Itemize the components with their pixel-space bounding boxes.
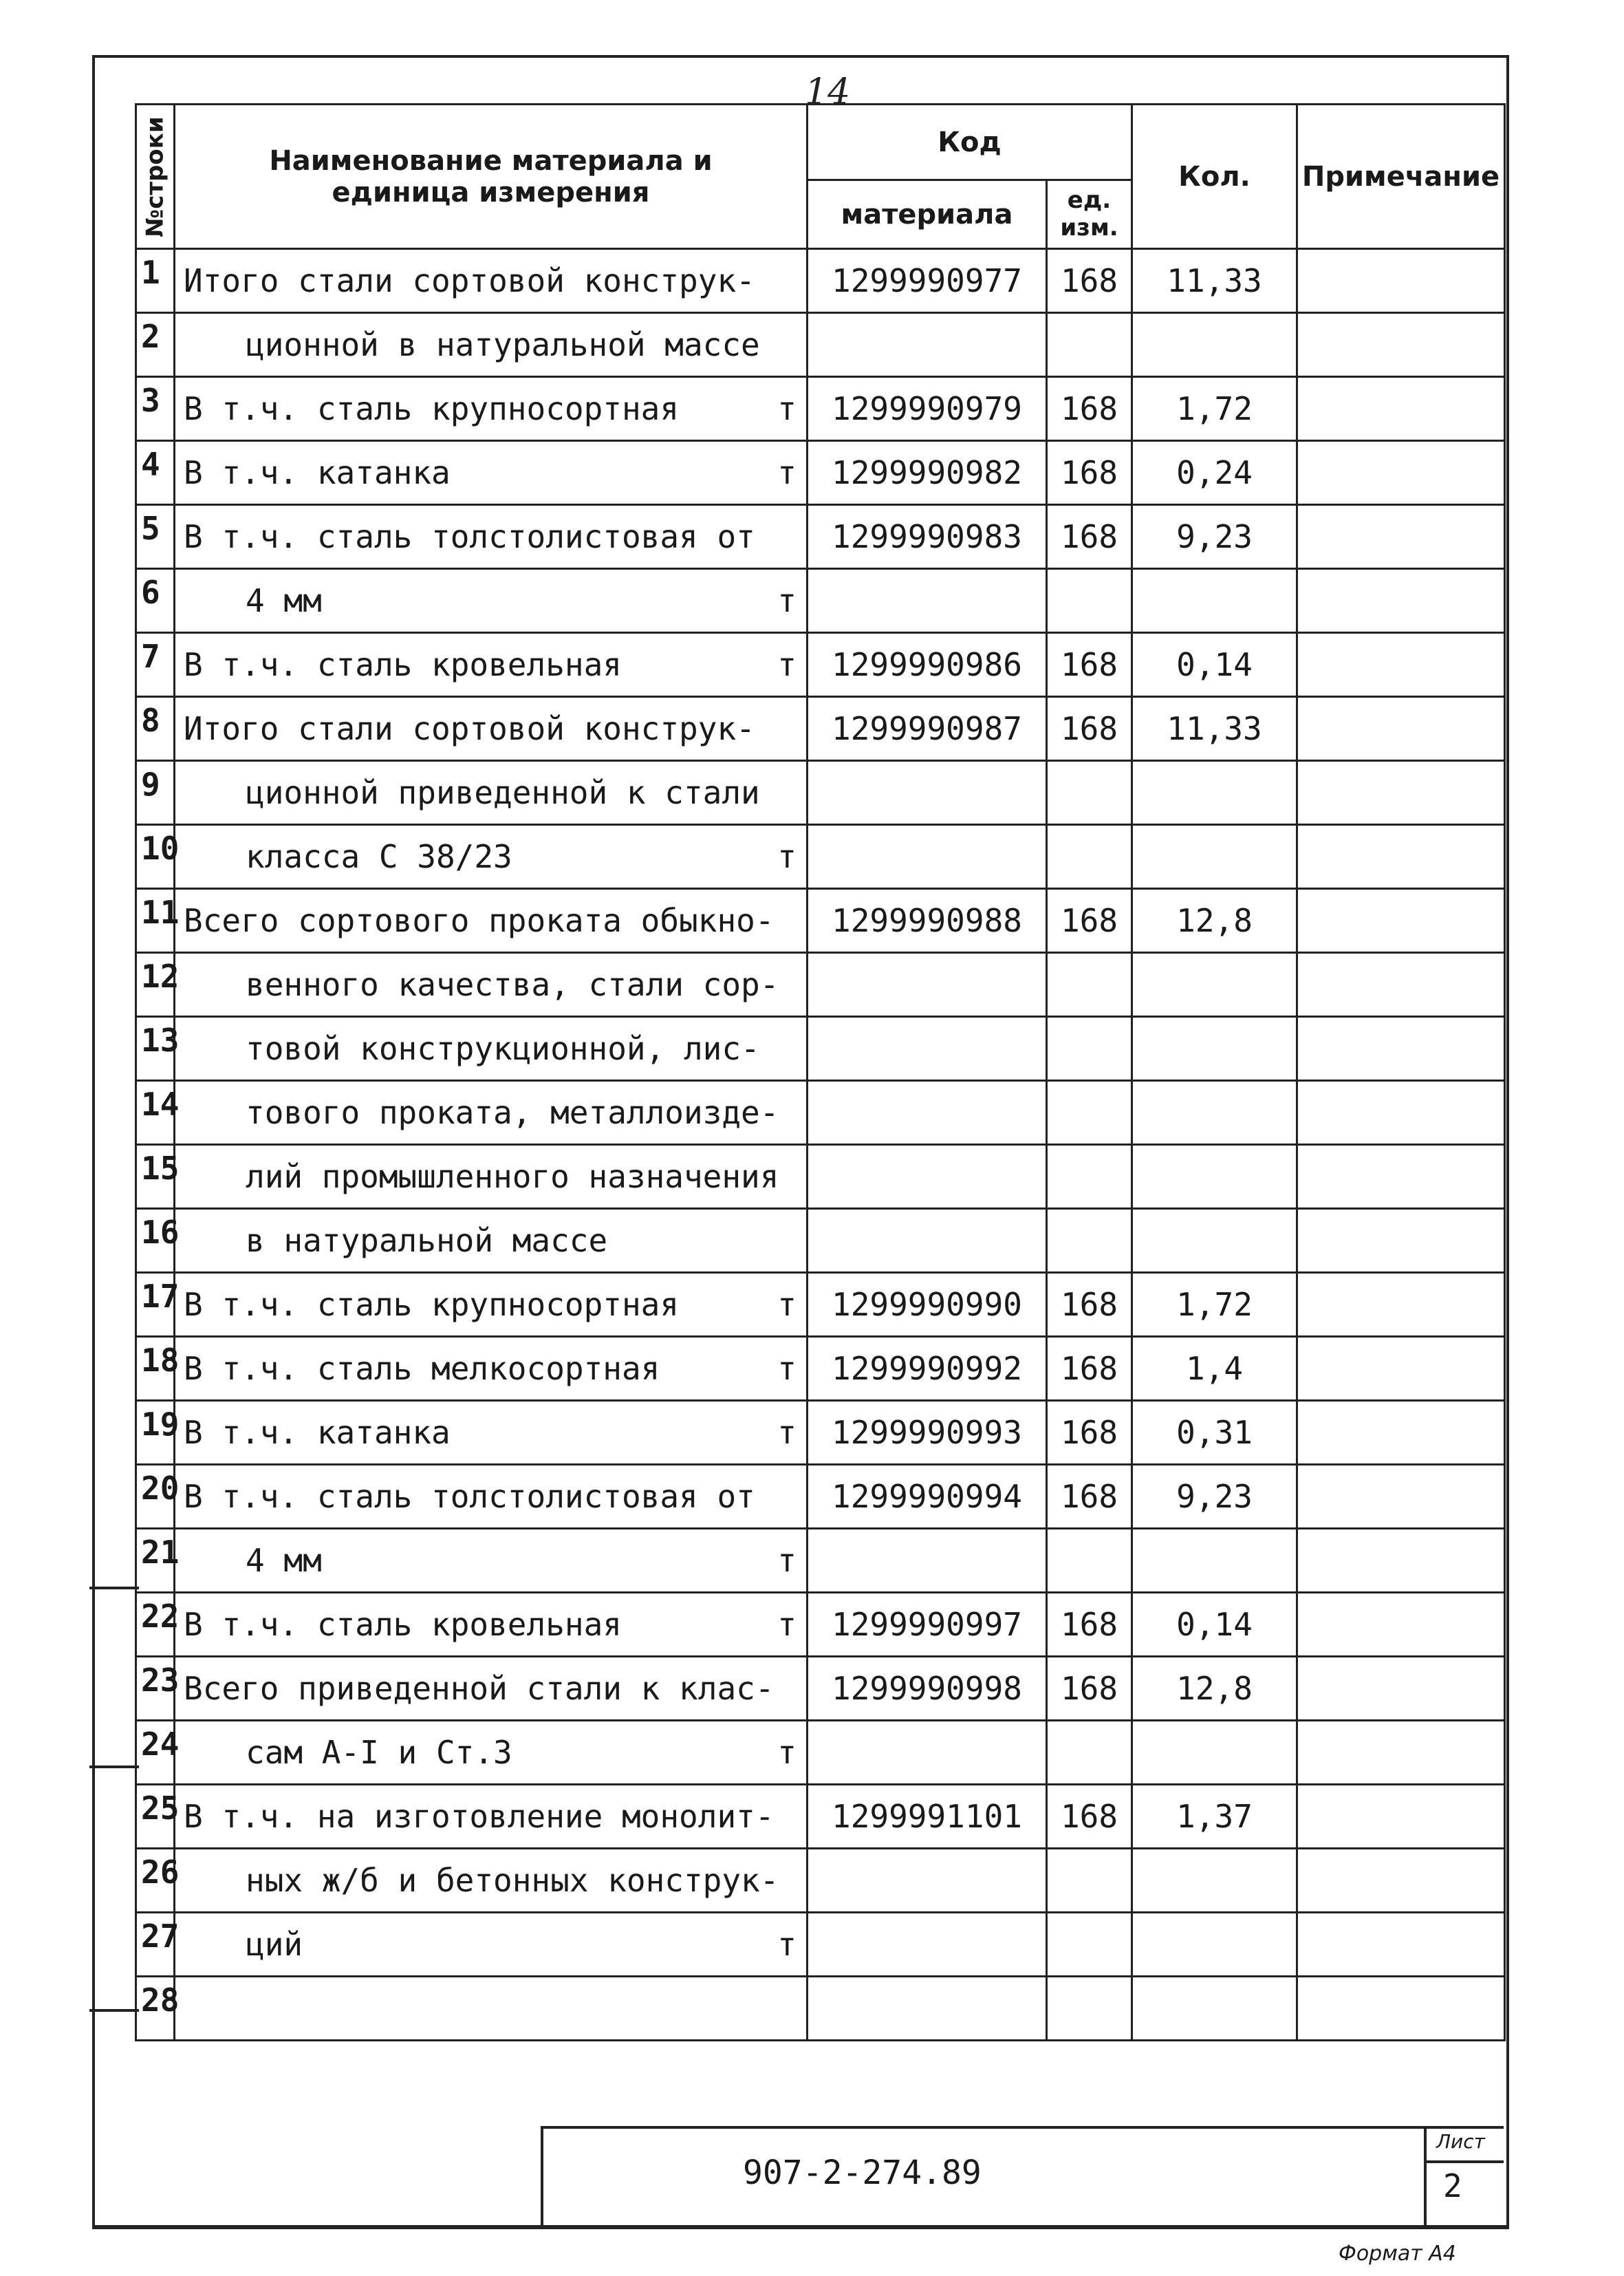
material-name-cell xyxy=(175,633,808,697)
table-row xyxy=(136,1785,1505,1849)
table-row xyxy=(136,441,1505,505)
note xyxy=(1297,1401,1505,1465)
material-code xyxy=(808,1913,1047,1977)
material-code xyxy=(808,1849,1047,1913)
material-code xyxy=(808,1721,1047,1785)
row-number: 24 xyxy=(136,1721,175,1785)
note xyxy=(1297,1017,1505,1081)
material-code: 1299990992 xyxy=(808,1337,1047,1401)
sheet-label: Лист xyxy=(1436,2130,1485,2153)
row-number: 18 xyxy=(136,1337,175,1401)
unit-code: 168 xyxy=(1047,1657,1132,1721)
table-row xyxy=(136,1721,1505,1785)
material-code: 1299990993 xyxy=(808,1401,1047,1465)
unit-letter: т xyxy=(777,1926,797,1963)
note xyxy=(1297,505,1505,569)
material-name: В т.ч. сталь мелкосортная xyxy=(184,1350,660,1387)
table-row xyxy=(136,633,1505,697)
row-number: 16 xyxy=(136,1209,175,1273)
quantity xyxy=(1132,1721,1297,1785)
row-number: 7 xyxy=(136,633,175,697)
material-name: сам А-I и Ст.3 xyxy=(246,1734,512,1771)
quantity: 0,14 xyxy=(1132,1593,1297,1657)
material-name: В т.ч. катанка xyxy=(184,1414,451,1451)
quantity xyxy=(1132,1209,1297,1273)
table-row xyxy=(136,1657,1505,1721)
material-code: 1299990998 xyxy=(808,1657,1047,1721)
table-row xyxy=(136,249,1505,313)
material-name: класса С 38/23 xyxy=(246,838,512,875)
note xyxy=(1297,761,1505,825)
note xyxy=(1297,1337,1505,1401)
quantity xyxy=(1132,1081,1297,1145)
unit-code: 168 xyxy=(1047,633,1132,697)
quantity xyxy=(1132,1017,1297,1081)
header-unit-code: ед. изм. xyxy=(1047,180,1132,249)
header-note: Примечание xyxy=(1297,105,1505,249)
note xyxy=(1297,825,1505,889)
note xyxy=(1297,1209,1505,1273)
table-row xyxy=(136,377,1505,441)
unit-code xyxy=(1047,1081,1132,1145)
note xyxy=(1297,1145,1505,1209)
unit-letter: т xyxy=(777,1606,797,1643)
unit-letter: т xyxy=(777,1734,797,1771)
unit-letter: т xyxy=(777,1350,797,1387)
unit-code: 168 xyxy=(1047,1401,1132,1465)
table-body xyxy=(136,249,1505,2041)
material-name-cell xyxy=(175,377,808,441)
table-row xyxy=(136,1145,1505,1209)
row-number: 8 xyxy=(136,697,175,761)
table-row xyxy=(136,569,1505,633)
unit-code: 168 xyxy=(1047,1337,1132,1401)
quantity xyxy=(1132,1849,1297,1913)
material-name: в натуральной массе xyxy=(246,1222,608,1259)
material-name: ций xyxy=(246,1926,303,1963)
material-code xyxy=(808,953,1047,1017)
row-number: 12 xyxy=(136,953,175,1017)
material-code: 1299990987 xyxy=(808,697,1047,761)
format-note: Формат А4 xyxy=(1339,2242,1456,2266)
row-number: 22 xyxy=(136,1593,175,1657)
note xyxy=(1297,1593,1505,1657)
material-name: В т.ч. сталь крупносортная xyxy=(184,390,680,427)
unit-code xyxy=(1047,825,1132,889)
header-material-code: материала xyxy=(808,180,1047,249)
quantity: 11,33 xyxy=(1132,249,1297,313)
note xyxy=(1297,1977,1505,2041)
note xyxy=(1297,1465,1505,1529)
quantity: 12,8 xyxy=(1132,1657,1297,1721)
note xyxy=(1297,633,1505,697)
material-code: 1299990986 xyxy=(808,633,1047,697)
material-name-cell xyxy=(175,1785,808,1849)
note xyxy=(1297,377,1505,441)
note xyxy=(1297,249,1505,313)
material-name-cell xyxy=(175,1465,808,1529)
quantity: 0,31 xyxy=(1132,1401,1297,1465)
material-name-cell xyxy=(175,953,808,1017)
material-name: Всего приведенной стали к клас- xyxy=(184,1670,775,1707)
materials-table xyxy=(135,103,1506,2041)
material-name-cell xyxy=(175,1849,808,1913)
material-name: тового проката, металлоизде- xyxy=(246,1094,779,1131)
unit-code xyxy=(1047,1209,1132,1273)
unit-letter: т xyxy=(777,582,797,619)
material-name: В т.ч. сталь крупносортная xyxy=(184,1286,680,1323)
table-row xyxy=(136,1401,1505,1465)
row-number: 11 xyxy=(136,889,175,953)
material-code: 1299990982 xyxy=(808,441,1047,505)
unit-code: 168 xyxy=(1047,505,1132,569)
material-name-cell xyxy=(175,1977,808,2041)
table-row xyxy=(136,1081,1505,1145)
unit-letter: т xyxy=(777,454,797,491)
material-name-cell xyxy=(175,1401,808,1465)
material-name: В т.ч. сталь толстолистовая от xyxy=(184,1478,755,1515)
table-row xyxy=(136,1593,1505,1657)
note xyxy=(1297,1721,1505,1785)
row-number: 23 xyxy=(136,1657,175,1721)
material-name-cell xyxy=(175,1593,808,1657)
unit-code xyxy=(1047,1529,1132,1593)
material-name-cell xyxy=(175,1913,808,1977)
quantity xyxy=(1132,569,1297,633)
table-row xyxy=(136,313,1505,377)
title-block xyxy=(541,2126,1504,2229)
material-name: 4 мм xyxy=(246,1542,322,1579)
note xyxy=(1297,1913,1505,1977)
row-number: 14 xyxy=(136,1081,175,1145)
row-number: 15 xyxy=(136,1145,175,1209)
row-number: 4 xyxy=(136,441,175,505)
material-name-cell xyxy=(175,505,808,569)
note xyxy=(1297,1657,1505,1721)
note xyxy=(1297,569,1505,633)
material-name-cell xyxy=(175,1337,808,1401)
table-row xyxy=(136,1017,1505,1081)
note xyxy=(1297,1849,1505,1913)
material-code xyxy=(808,1977,1047,2041)
unit-letter: т xyxy=(777,838,797,875)
table-row xyxy=(136,697,1505,761)
table-row xyxy=(136,1977,1505,2041)
material-name: ционной приведенной к стали xyxy=(246,774,760,811)
note xyxy=(1297,441,1505,505)
header-material-name: Наименование материала и единица измерения xyxy=(175,105,808,249)
row-number: 6 xyxy=(136,569,175,633)
material-name: венного качества, стали сор- xyxy=(246,966,779,1003)
unit-code xyxy=(1047,953,1132,1017)
row-number: 27 xyxy=(136,1913,175,1977)
material-name-cell xyxy=(175,1017,808,1081)
material-name-cell xyxy=(175,1529,808,1593)
material-name: В т.ч. сталь кровельная xyxy=(184,646,622,683)
note xyxy=(1297,313,1505,377)
unit-letter: т xyxy=(777,1542,797,1579)
quantity xyxy=(1132,1529,1297,1593)
table-row xyxy=(136,761,1505,825)
unit-code: 168 xyxy=(1047,377,1132,441)
material-name-cell xyxy=(175,1081,808,1145)
material-code xyxy=(808,1529,1047,1593)
unit-letter: т xyxy=(777,646,797,683)
sheet-number: 2 xyxy=(1443,2167,1462,2204)
table-row xyxy=(136,1849,1505,1913)
row-number: 9 xyxy=(136,761,175,825)
material-name: 4 мм xyxy=(246,582,322,619)
note xyxy=(1297,697,1505,761)
unit-letter: т xyxy=(777,1286,797,1323)
quantity xyxy=(1132,953,1297,1017)
row-number: 13 xyxy=(136,1017,175,1081)
material-name-cell xyxy=(175,569,808,633)
material-code: 1299991101 xyxy=(808,1785,1047,1849)
title-block-hline xyxy=(1424,2160,1504,2163)
material-code xyxy=(808,1145,1047,1209)
quantity: 1,72 xyxy=(1132,1273,1297,1337)
table-row xyxy=(136,1337,1505,1401)
unit-code xyxy=(1047,1145,1132,1209)
material-name: В т.ч. сталь кровельная xyxy=(184,1606,622,1643)
row-number: 28 xyxy=(136,1977,175,2041)
material-name: Итого стали сортовой конструк- xyxy=(184,262,755,299)
header-quantity: Кол. xyxy=(1132,105,1297,249)
table-row xyxy=(136,505,1505,569)
title-block-divider xyxy=(1424,2126,1427,2229)
material-name-cell xyxy=(175,1209,808,1273)
material-name: Всего сортового проката обыкно- xyxy=(184,902,775,939)
row-number: 17 xyxy=(136,1273,175,1337)
unit-code: 168 xyxy=(1047,1785,1132,1849)
material-name-cell xyxy=(175,1721,808,1785)
table-row xyxy=(136,1465,1505,1529)
unit-code xyxy=(1047,569,1132,633)
note xyxy=(1297,953,1505,1017)
note xyxy=(1297,1081,1505,1145)
material-code: 1299990990 xyxy=(808,1273,1047,1337)
unit-letter: т xyxy=(777,1414,797,1451)
quantity: 9,23 xyxy=(1132,505,1297,569)
quantity xyxy=(1132,825,1297,889)
material-name-cell xyxy=(175,1657,808,1721)
document-code: 907-2-274.89 xyxy=(743,2154,982,2192)
material-code: 1299990979 xyxy=(808,377,1047,441)
quantity: 1,37 xyxy=(1132,1785,1297,1849)
material-name-cell xyxy=(175,889,808,953)
material-code: 1299990988 xyxy=(808,889,1047,953)
quantity: 11,33 xyxy=(1132,697,1297,761)
material-name-cell xyxy=(175,441,808,505)
table-row xyxy=(136,953,1505,1017)
unit-code xyxy=(1047,1721,1132,1785)
row-number: 25 xyxy=(136,1785,175,1849)
row-number: 26 xyxy=(136,1849,175,1913)
material-code xyxy=(808,1209,1047,1273)
note xyxy=(1297,1785,1505,1849)
material-name: В т.ч. сталь толстолистовая от xyxy=(184,518,755,555)
row-number: 3 xyxy=(136,377,175,441)
unit-code xyxy=(1047,761,1132,825)
material-name: товой конструкционной, лис- xyxy=(246,1030,760,1067)
material-name: ных ж/б и бетонных конструк- xyxy=(246,1862,779,1899)
material-name-cell xyxy=(175,249,808,313)
row-number: 10 xyxy=(136,825,175,889)
material-code xyxy=(808,1017,1047,1081)
unit-code xyxy=(1047,1977,1132,2041)
quantity: 12,8 xyxy=(1132,889,1297,953)
material-code xyxy=(808,761,1047,825)
unit-code: 168 xyxy=(1047,249,1132,313)
quantity xyxy=(1132,1977,1297,2041)
table-row xyxy=(136,1209,1505,1273)
header-code-group: Код xyxy=(808,105,1132,180)
row-number: 1 xyxy=(136,249,175,313)
table-row xyxy=(136,1273,1505,1337)
row-number: 2 xyxy=(136,313,175,377)
table-row xyxy=(136,1913,1505,1977)
header-row-number: №строки xyxy=(136,105,175,249)
material-name-cell xyxy=(175,1273,808,1337)
material-name-cell xyxy=(175,1145,808,1209)
quantity: 0,14 xyxy=(1132,633,1297,697)
table-row xyxy=(136,825,1505,889)
unit-code: 168 xyxy=(1047,1465,1132,1529)
material-code: 1299990997 xyxy=(808,1593,1047,1657)
unit-code: 168 xyxy=(1047,697,1132,761)
material-name-cell xyxy=(175,313,808,377)
material-name-cell xyxy=(175,697,808,761)
material-name: лий промышленного назначения xyxy=(246,1158,779,1195)
material-name-cell xyxy=(175,761,808,825)
unit-code: 168 xyxy=(1047,889,1132,953)
quantity xyxy=(1132,1913,1297,1977)
page-number: 14 xyxy=(805,72,851,113)
note xyxy=(1297,1529,1505,1593)
unit-code: 168 xyxy=(1047,441,1132,505)
margin-tick xyxy=(89,1587,139,1589)
row-number: 20 xyxy=(136,1465,175,1529)
material-name: В т.ч. на изготовление монолит- xyxy=(184,1798,775,1835)
material-code xyxy=(808,313,1047,377)
material-name-cell xyxy=(175,825,808,889)
unit-code: 168 xyxy=(1047,1593,1132,1657)
unit-code: 168 xyxy=(1047,1273,1132,1337)
table-row xyxy=(136,1529,1505,1593)
margin-tick xyxy=(89,2009,139,2012)
quantity: 9,23 xyxy=(1132,1465,1297,1529)
unit-letter: т xyxy=(777,390,797,427)
unit-code xyxy=(1047,1849,1132,1913)
material-code xyxy=(808,1081,1047,1145)
material-code xyxy=(808,825,1047,889)
unit-code xyxy=(1047,1017,1132,1081)
note xyxy=(1297,1273,1505,1337)
quantity: 1,4 xyxy=(1132,1337,1297,1401)
material-code: 1299990994 xyxy=(808,1465,1047,1529)
table-row xyxy=(136,889,1505,953)
row-number: 19 xyxy=(136,1401,175,1465)
quantity xyxy=(1132,1145,1297,1209)
quantity xyxy=(1132,313,1297,377)
material-name: ционной в натуральной массе xyxy=(246,326,760,363)
material-name: В т.ч. катанка xyxy=(184,454,451,491)
unit-code xyxy=(1047,313,1132,377)
material-code: 1299990977 xyxy=(808,249,1047,313)
note xyxy=(1297,889,1505,953)
quantity: 1,72 xyxy=(1132,377,1297,441)
quantity xyxy=(1132,761,1297,825)
row-number: 5 xyxy=(136,505,175,569)
material-name: Итого стали сортовой конструк- xyxy=(184,710,755,747)
material-code: 1299990983 xyxy=(808,505,1047,569)
material-code xyxy=(808,569,1047,633)
quantity: 0,24 xyxy=(1132,441,1297,505)
unit-code xyxy=(1047,1913,1132,1977)
row-number: 21 xyxy=(136,1529,175,1593)
margin-tick xyxy=(89,1765,139,1768)
